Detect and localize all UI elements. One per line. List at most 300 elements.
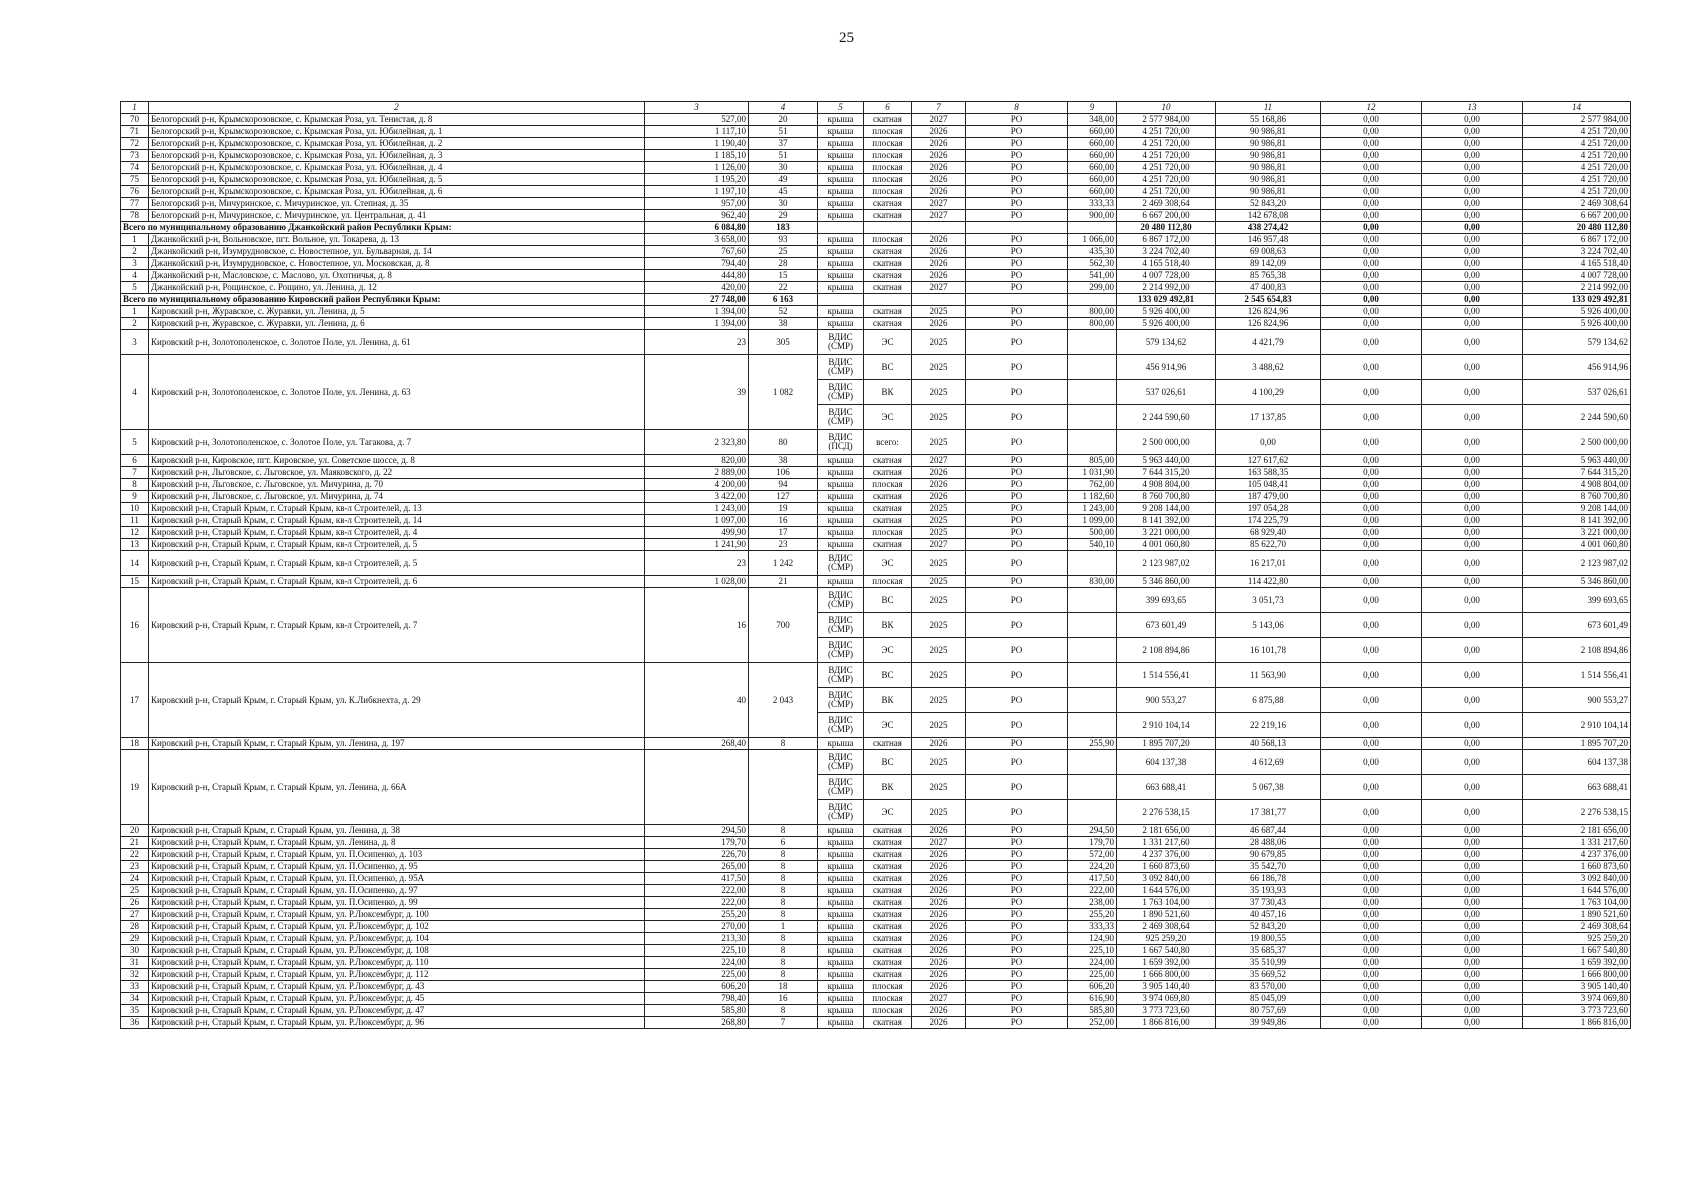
work-subtype: ВС [864,588,912,613]
program: РО [966,588,1068,613]
volume: 1 182,60 [1068,491,1117,503]
address: Кировский р-н, Журавское, с. Журавки, ул. Ленина, д. 6 [149,318,645,330]
cost-other: 0,00 [1422,234,1523,246]
work-type: ВДИС (СМР) [818,750,864,775]
cost-total: 4 908 804,00 [1117,479,1216,491]
residents: 127 [749,491,818,503]
volume [1068,713,1117,738]
table-row [121,138,1631,150]
address: Кировский р-н, Старый Крым, г. Старый Крым, кв-л Строителей, д. 14 [149,515,645,527]
total-label: Всего по муниципальному образованию Джанкойский район Республики Крым: [121,222,645,234]
column-number: 7 [912,102,966,114]
cost-ro: 4 001 060,80 [1523,539,1631,551]
column-number: 2 [149,102,645,114]
work-type: ВДИС (СМР) [818,405,864,430]
residents: 8 [749,825,818,837]
table-row [121,969,1631,981]
cost-other: 0,00 [1422,588,1523,613]
table-row [121,909,1631,921]
area: 1 243,00 [645,503,749,515]
program: РО [966,873,1068,885]
cost-fund: 0,00 [1321,921,1422,933]
cost-fund: 0,00 [1321,945,1422,957]
work-subtype: плоская [864,162,912,174]
residents: 28 [749,258,818,270]
work-subtype: плоская [864,981,912,993]
cost-fund: 0,00 [1321,503,1422,515]
cost-other: 0,00 [1422,150,1523,162]
residents: 8 [749,861,818,873]
residents: 21 [749,576,818,588]
cost-other: 0,00 [1422,294,1523,306]
year: 2026 [912,126,966,138]
address: Белогорский р-н, Крымскорозовское, с. Крымская Роза, ул. Юбилейная, д. 4 [149,162,645,174]
row-number: 70 [121,114,149,126]
cost-sk: 85 045,09 [1216,993,1321,1005]
cost-other: 0,00 [1422,576,1523,588]
cost-fund: 0,00 [1321,897,1422,909]
program: РО [966,380,1068,405]
residents: 19 [749,503,818,515]
volume: 805,00 [1068,455,1117,467]
cost-total: 1 331 217,60 [1117,837,1216,849]
cost-total: 4 251 720,00 [1117,126,1216,138]
address: Джанкойский р-н, Изумрудновское, с. Новостепное, ул. Бульварная, д. 14 [149,246,645,258]
table-row [121,174,1631,186]
address: Кировский р-н, Старый Крым, г. Старый Крым, ул. Р.Люксембург, д. 108 [149,945,645,957]
cost-ro: 1 763 104,00 [1523,897,1631,909]
volume: 660,00 [1068,150,1117,162]
cost-ro: 5 926 400,00 [1523,306,1631,318]
work-subtype: плоская [864,1005,912,1017]
row-number: 30 [121,945,149,957]
cost-sk: 4 421,79 [1216,330,1321,355]
cost-other: 0,00 [1422,921,1523,933]
empty-cell [1068,222,1117,234]
address: Белогорский р-н, Крымскорозовское, с. Крымская Роза, ул. Тенистая, д. 8 [149,114,645,126]
cost-other: 0,00 [1422,861,1523,873]
table-row [121,515,1631,527]
cost-total: 604 137,38 [1117,750,1216,775]
cost-sk: 19 800,55 [1216,933,1321,945]
volume: 606,20 [1068,981,1117,993]
cost-ro: 2 214 992,00 [1523,282,1631,294]
area: 957,00 [645,198,749,210]
cost-other: 0,00 [1422,551,1523,576]
cost-ro: 8 760 700,80 [1523,491,1631,503]
cost-other: 0,00 [1422,246,1523,258]
work-subtype: скатная [864,873,912,885]
cost-sk: 52 843,20 [1216,921,1321,933]
cost-ro: 4 237 376,00 [1523,849,1631,861]
area: 225,10 [645,945,749,957]
row-number: 5 [121,282,149,294]
work-subtype: ВК [864,380,912,405]
cost-sk: 126 824,96 [1216,318,1321,330]
row-number: 23 [121,861,149,873]
residents: 80 [749,430,818,455]
year: 2025 [912,800,966,825]
work-subtype: ВК [864,775,912,800]
year: 2026 [912,234,966,246]
cost-fund: 0,00 [1321,479,1422,491]
cost-sk: 0,00 [1216,430,1321,455]
work-type: ВДИС (СМР) [818,663,864,688]
residents: 52 [749,306,818,318]
volume: 660,00 [1068,126,1117,138]
cost-fund: 0,00 [1321,294,1422,306]
program: РО [966,355,1068,380]
residents: 51 [749,150,818,162]
year: 2025 [912,306,966,318]
area: 268,40 [645,738,749,750]
row-number: 27 [121,909,149,921]
work-subtype: плоская [864,234,912,246]
cost-other: 0,00 [1422,613,1523,638]
residents: 6 [749,837,818,849]
address: Кировский р-н, Льговское, с. Льговское, ул. Мичурина, д. 70 [149,479,645,491]
year: 2025 [912,588,966,613]
volume: 238,00 [1068,897,1117,909]
cost-sk: 17 137,85 [1216,405,1321,430]
cost-total: 1 514 556,41 [1117,663,1216,688]
cost-other: 0,00 [1422,688,1523,713]
work-subtype: скатная [864,933,912,945]
cost-other: 0,00 [1422,380,1523,405]
cost-other: 0,00 [1422,355,1523,380]
work-type: крыша [818,210,864,222]
address: Кировский р-н, Старый Крым, г. Старый Крым, ул. Ленина, д. 8 [149,837,645,849]
cost-ro: 133 029 492,81 [1523,294,1631,306]
program: РО [966,969,1068,981]
cost-ro: 673 601,49 [1523,613,1631,638]
address: Джанкойский р-н, Вольновское, пгт. Вольное, ул. Токарева, д. 13 [149,234,645,246]
cost-fund: 0,00 [1321,638,1422,663]
address: Кировский р-н, Старый Крым, г. Старый Крым, ул. Р.Люксембург, д. 110 [149,957,645,969]
cost-ro: 1 514 556,41 [1523,663,1631,688]
cost-total: 673 601,49 [1117,613,1216,638]
cost-sk: 90 986,81 [1216,186,1321,198]
cost-total: 900 553,27 [1117,688,1216,713]
cost-ro: 3 905 140,40 [1523,981,1631,993]
cost-other: 0,00 [1422,306,1523,318]
cost-ro: 1 660 873,60 [1523,861,1631,873]
work-type: крыша [818,861,864,873]
column-number: 13 [1422,102,1523,114]
work-type: крыша [818,873,864,885]
residents: 38 [749,455,818,467]
year: 2026 [912,150,966,162]
work-subtype: скатная [864,491,912,503]
volume: 830,00 [1068,576,1117,588]
cost-fund: 0,00 [1321,969,1422,981]
residents: 94 [749,479,818,491]
work-subtype: скатная [864,738,912,750]
cost-total: 399 693,65 [1117,588,1216,613]
address: Белогорский р-н, Крымскорозовское, с. Крымская Роза, ул. Юбилейная, д. 6 [149,186,645,198]
row-number: 8 [121,479,149,491]
address: Белогорский р-н, Крымскорозовское, с. Крымская Роза, ул. Юбилейная, д. 1 [149,126,645,138]
cost-ro: 4 007 728,00 [1523,270,1631,282]
volume: 294,50 [1068,825,1117,837]
year: 2026 [912,174,966,186]
cost-ro: 2 276 538,15 [1523,800,1631,825]
address: Кировский р-н, Старый Крым, г. Старый Крым, ул. П.Осипенко, д. 95 [149,861,645,873]
address: Кировский р-н, Старый Крым, г. Старый Крым, кв-л Строителей, д. 6 [149,576,645,588]
cost-other: 0,00 [1422,210,1523,222]
program: РО [966,455,1068,467]
empty-cell [966,294,1068,306]
program: РО [966,993,1068,1005]
cost-ro: 2 123 987,02 [1523,551,1631,576]
program: РО [966,663,1068,688]
residents: 7 [749,1017,818,1029]
volume: 660,00 [1068,162,1117,174]
cost-sk: 89 142,09 [1216,258,1321,270]
work-type: ВДИС (СМР) [818,775,864,800]
cost-other: 0,00 [1422,849,1523,861]
program: РО [966,539,1068,551]
work-type: крыша [818,270,864,282]
program: РО [966,479,1068,491]
volume: 255,90 [1068,738,1117,750]
work-subtype: скатная [864,246,912,258]
address: Кировский р-н, Старый Крым, г. Старый Крым, ул. Р.Люксембург, д. 96 [149,1017,645,1029]
cost-sk: 47 400,83 [1216,282,1321,294]
column-number: 11 [1216,102,1321,114]
work-subtype: ВК [864,613,912,638]
area: 179,70 [645,837,749,849]
cost-other: 0,00 [1422,969,1523,981]
program: РО [966,318,1068,330]
program: РО [966,775,1068,800]
cost-sk: 90 679,85 [1216,849,1321,861]
address: Кировский р-н, Старый Крым, г. Старый Крым, кв-л Строителей, д. 5 [149,539,645,551]
cost-ro: 7 644 315,20 [1523,467,1631,479]
address: Кировский р-н, Старый Крым, г. Старый Крым, ул. П.Осипенко, д. 97 [149,885,645,897]
cost-total: 456 914,96 [1117,355,1216,380]
column-number-row [121,102,1631,114]
volume: 255,20 [1068,909,1117,921]
residents: 29 [749,210,818,222]
area [645,750,749,825]
residents: 8 [749,945,818,957]
work-subtype: скатная [864,837,912,849]
address: Кировский р-н, Старый Крым, г. Старый Крым, кв-л Строителей, д. 5 [149,551,645,576]
program: РО [966,186,1068,198]
cost-other: 0,00 [1422,1017,1523,1029]
row-number: 78 [121,210,149,222]
row-number: 26 [121,897,149,909]
row-number: 15 [121,576,149,588]
cost-ro: 4 165 518,40 [1523,258,1631,270]
cost-ro: 1 895 707,20 [1523,738,1631,750]
work-type: крыша [818,126,864,138]
residents: 2 043 [749,663,818,738]
volume: 124,90 [1068,933,1117,945]
cost-total: 3 092 840,00 [1117,873,1216,885]
cost-total: 1 763 104,00 [1117,897,1216,909]
volume [1068,405,1117,430]
cost-total: 3 974 069,80 [1117,993,1216,1005]
cost-sk: 4 100,29 [1216,380,1321,405]
work-type: крыша [818,455,864,467]
address: Кировский р-н, Старый Крым, г. Старый Крым, ул. П.Осипенко, д. 103 [149,849,645,861]
row-number: 31 [121,957,149,969]
year: 2025 [912,503,966,515]
address: Белогорский р-н, Мичуринское, с. Мичуринское, ул. Степная, д. 35 [149,198,645,210]
work-subtype: скатная [864,270,912,282]
cost-fund: 0,00 [1321,1005,1422,1017]
year: 2025 [912,750,966,775]
work-type: ВДИС (СМР) [818,588,864,613]
work-type: крыша [818,258,864,270]
cost-other: 0,00 [1422,114,1523,126]
program: РО [966,613,1068,638]
volume: 762,00 [1068,479,1117,491]
residents: 1 082 [749,355,818,430]
cost-other: 0,00 [1422,539,1523,551]
program: РО [966,837,1068,849]
work-subtype: ЭС [864,405,912,430]
address: Белогорский р-н, Крымскорозовское, с. Крымская Роза, ул. Юбилейная, д. 2 [149,138,645,150]
table-row [121,738,1631,750]
row-number: 11 [121,515,149,527]
residents: 8 [749,738,818,750]
cost-total: 1 895 707,20 [1117,738,1216,750]
table-row [121,588,1631,613]
cost-fund: 0,00 [1321,455,1422,467]
year: 2025 [912,775,966,800]
cost-sk: 174 225,79 [1216,515,1321,527]
cost-other: 0,00 [1422,186,1523,198]
work-type: ВДИС (СМР) [818,330,864,355]
program: РО [966,258,1068,270]
residents: 30 [749,198,818,210]
address: Кировский р-н, Золотополенское, с. Золотое Поле, ул. Ленина, д. 63 [149,355,645,430]
cost-fund: 0,00 [1321,282,1422,294]
address: Джанкойский р-н, Изумрудновское, с. Новостепное, ул. Московская, д. 8 [149,258,645,270]
work-type: крыша [818,945,864,957]
cost-sk: 197 054,28 [1216,503,1321,515]
cost-other: 0,00 [1422,138,1523,150]
program: РО [966,306,1068,318]
cost-other: 0,00 [1422,527,1523,539]
cost-ro: 3 224 702,40 [1523,246,1631,258]
cost-total: 3 221 000,00 [1117,527,1216,539]
residents: 18 [749,981,818,993]
row-number: 75 [121,174,149,186]
cost-ro: 456 914,96 [1523,355,1631,380]
cost-sk: 28 488,06 [1216,837,1321,849]
residents: 8 [749,1005,818,1017]
residents [749,750,818,825]
area: 1 190,40 [645,138,749,150]
cost-other: 0,00 [1422,455,1523,467]
row-number: 20 [121,825,149,837]
volume [1068,775,1117,800]
cost-ro: 2 577 984,00 [1523,114,1631,126]
cost-fund: 0,00 [1321,775,1422,800]
cost-other: 0,00 [1422,405,1523,430]
cost-fund: 0,00 [1321,837,1422,849]
year: 2025 [912,638,966,663]
empty-cell [818,222,864,234]
cost-total: 6 667 200,00 [1117,210,1216,222]
cost-sk: 4 612,69 [1216,750,1321,775]
cost-total: 4 251 720,00 [1117,174,1216,186]
residents: 23 [749,539,818,551]
cost-total: 2 181 656,00 [1117,825,1216,837]
cost-other: 0,00 [1422,933,1523,945]
cost-ro: 399 693,65 [1523,588,1631,613]
cost-sk: 68 929,40 [1216,527,1321,539]
cost-total: 537 026,61 [1117,380,1216,405]
total-row [121,294,1631,306]
residents: 8 [749,969,818,981]
cost-fund: 0,00 [1321,210,1422,222]
table-row [121,126,1631,138]
cost-fund: 0,00 [1321,186,1422,198]
work-type: крыша [818,186,864,198]
cost-fund: 0,00 [1321,405,1422,430]
area: 16 [645,588,749,663]
cost-fund: 0,00 [1321,800,1422,825]
residents: 8 [749,897,818,909]
table-row [121,503,1631,515]
volume: 660,00 [1068,138,1117,150]
year: 2026 [912,491,966,503]
year: 2026 [912,861,966,873]
cost-sk: 5 143,06 [1216,613,1321,638]
cost-sk: 22 219,16 [1216,713,1321,738]
cost-sk: 2 545 654,83 [1216,294,1321,306]
address: Кировский р-н, Старый Крым, г. Старый Крым, кв-л Строителей, д. 4 [149,527,645,539]
cost-total: 1 660 873,60 [1117,861,1216,873]
work-type: крыша [818,981,864,993]
cost-total: 5 926 400,00 [1117,318,1216,330]
row-number: 3 [121,330,149,355]
table-row [121,282,1631,294]
cost-other: 0,00 [1422,638,1523,663]
year: 2025 [912,355,966,380]
work-subtype: скатная [864,258,912,270]
program: РО [966,576,1068,588]
cost-sk: 146 957,48 [1216,234,1321,246]
cost-other: 0,00 [1422,491,1523,503]
area: 23 [645,551,749,576]
work-type: крыша [818,282,864,294]
cost-total: 8 141 392,00 [1117,515,1216,527]
column-number: 14 [1523,102,1631,114]
year: 2025 [912,663,966,688]
work-subtype: ЭС [864,713,912,738]
cost-total: 579 134,62 [1117,330,1216,355]
table-row [121,258,1631,270]
empty-cell [864,222,912,234]
program: РО [966,282,1068,294]
cost-fund: 0,00 [1321,873,1422,885]
row-number: 16 [121,588,149,663]
row-number: 29 [121,933,149,945]
column-number: 8 [966,102,1068,114]
volume [1068,663,1117,688]
address: Кировский р-н, Старый Крым, г. Старый Крым, ул. П.Осипенко, д. 99 [149,897,645,909]
row-number: 13 [121,539,149,551]
cost-other: 0,00 [1422,738,1523,750]
cost-fund: 0,00 [1321,688,1422,713]
work-type: крыша [818,515,864,527]
